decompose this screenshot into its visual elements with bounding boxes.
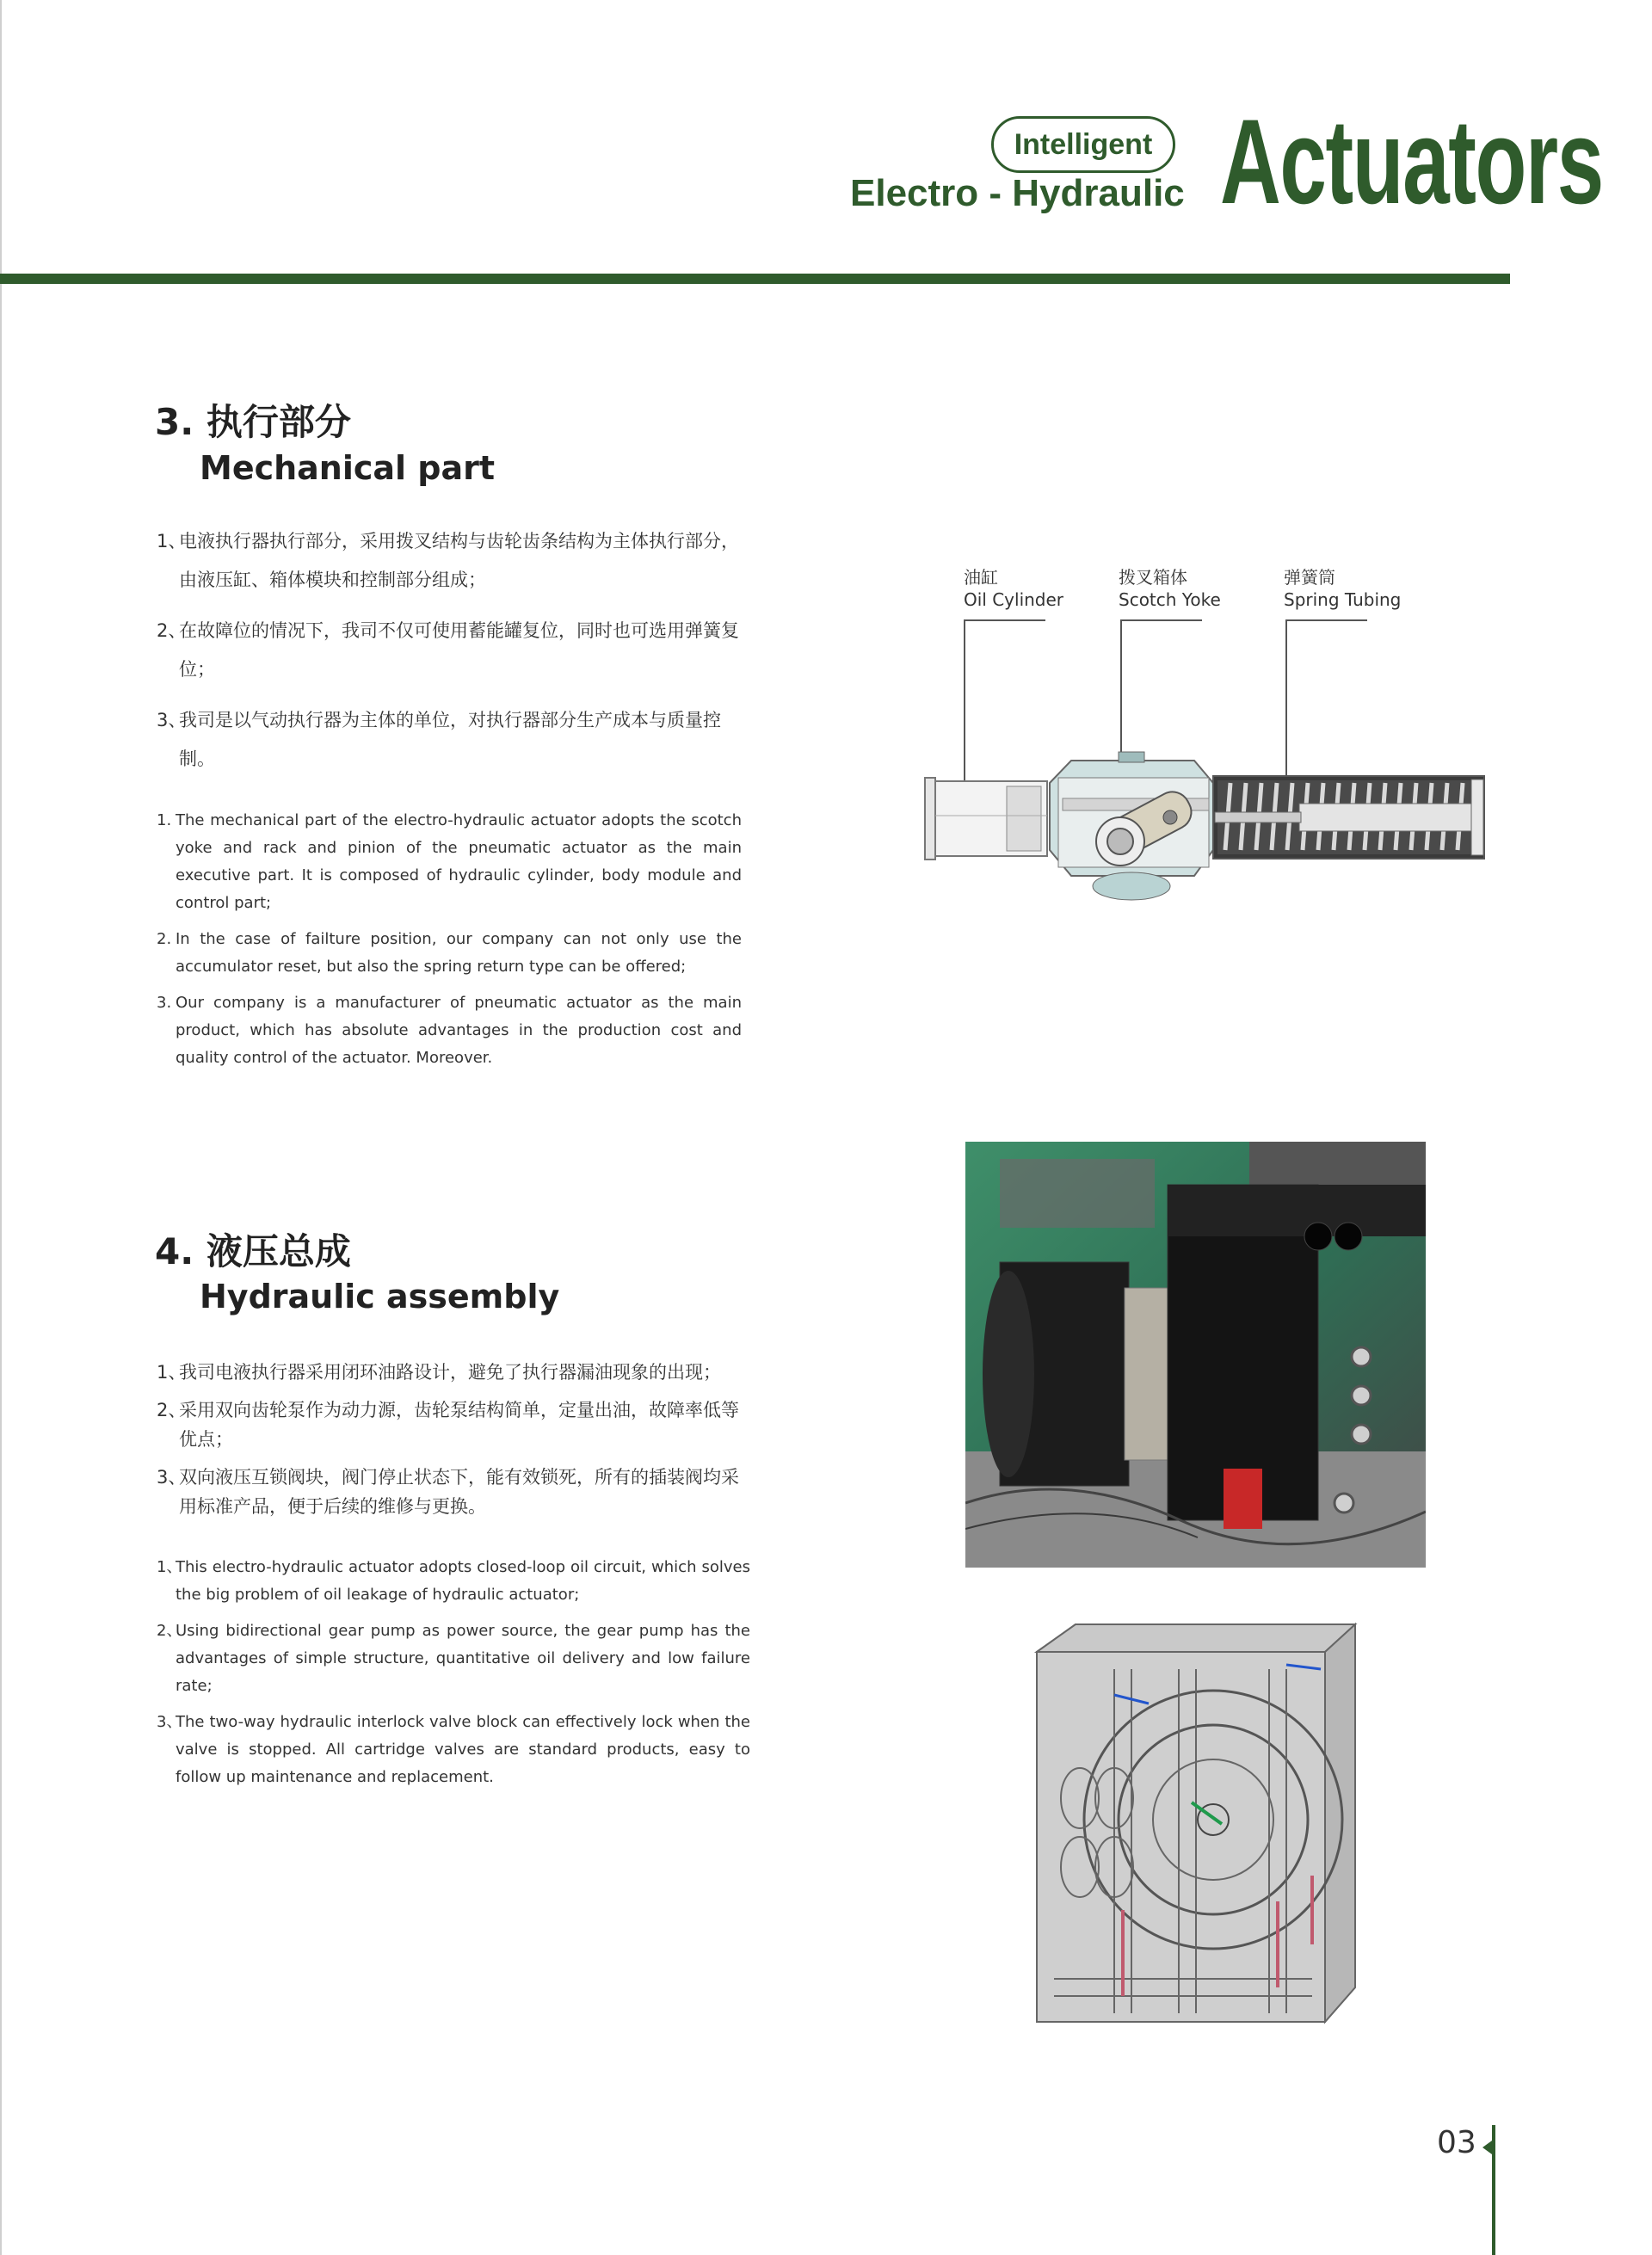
list-item: 2. In the case of failture position, our company can not only use the accumulator reset, but also the spring return type can be offered; — [157, 930, 742, 976]
leader-oil-h — [964, 619, 1045, 621]
hydraulic-assembly-photo — [965, 1142, 1426, 1568]
section3-en-list — [157, 807, 742, 1081]
list-item: 3、 我司是以气动执行器为主体的单位，对执行器部分生产成本与质量控制。 — [157, 710, 721, 769]
section3-title-cn: 3. 执行部分 — [155, 401, 351, 443]
header-divider — [0, 274, 1510, 284]
list-item: 3、 The two-way hydraulic interlock valve block can effectively lock when the valve is stopped. All cartridge valves are standard products, easy to follow up maintenance and replacement. — [157, 1713, 750, 1786]
intelligent-badge: Intelligent — [991, 116, 1175, 173]
list-item: 2、 在故障位的情况下，我司不仅可使用蓄能罐复位，同时也可选用弹簧复位； — [157, 620, 739, 680]
section3-cn-list — [157, 522, 742, 779]
page-left-edge — [0, 0, 2, 2255]
section4-cn-list — [157, 1358, 750, 1521]
leader-yoke-h — [1120, 619, 1202, 621]
list-item: 2、 采用双向齿轮泵作为动力源，齿轮泵结构简单，定量出油，故障率低等优点； — [157, 1400, 739, 1450]
label-spring-tubing: 弹簧筒 Spring Tubing — [1284, 567, 1402, 610]
list-item: 3、 双向液压互锁阀块，阀门停止状态下，能有效锁死，所有的插装阀均采用标准产品，便于后续的维修与更换。 — [157, 1467, 739, 1517]
leader-yoke-v — [1120, 619, 1122, 753]
valve-block-3d-diagram — [1028, 1617, 1377, 2065]
header-subtitle: Electro - Hydraulic — [850, 172, 1185, 214]
list-item: 1、 电液执行器执行部分，采用拨叉结构与齿轮齿条结构为主体执行部分，由液压缸、箱体模块和控制部分组成； — [157, 531, 739, 590]
page-marker-line — [1492, 2125, 1495, 2255]
page-number: 03 — [1437, 2125, 1476, 2160]
section4-title-en: Hydraulic assembly — [200, 1278, 560, 1315]
section4-title-cn: 4. 液压总成 — [155, 1230, 351, 1272]
header-title: Actuators — [1220, 94, 1603, 229]
page-marker-arrow — [1482, 2141, 1492, 2154]
list-item: 2、 Using bidirectional gear pump as power source, the gear pump has the advantages of simple structure, quantitative oil delivery and low failure rate; — [157, 1622, 750, 1695]
list-item: 3. Our company is a manufacturer of pneumatic actuator as the main product, which has absolute advantages in the production cost and quality control of the actuator. Moreover. — [157, 994, 742, 1067]
label-oil-cylinder: 油缸 Oil Cylinder — [964, 567, 1064, 610]
section4-en-list — [157, 1554, 750, 1800]
list-item: 1、 This electro-hydraulic actuator adopts closed-loop oil circuit, which solves the big problem of oil leakage of hydraulic actuator; — [157, 1558, 750, 1604]
actuator-diagram — [921, 749, 1489, 912]
label-scotch-yoke: 拨叉箱体 Scotch Yoke — [1119, 567, 1221, 610]
list-item: 1. The mechanical part of the electro-hydraulic actuator adopts the scotch yoke and rack and pinion of the pneumatic actuator as the main executive part. It is composed of hydraulic cylinder, body module and control part; — [157, 811, 742, 912]
section3-title-en: Mechanical part — [200, 449, 496, 487]
leader-spring-h — [1285, 619, 1367, 621]
list-item: 1、 我司电液执行器采用闭环油路设计，避免了执行器漏油现象的出现； — [157, 1362, 721, 1383]
